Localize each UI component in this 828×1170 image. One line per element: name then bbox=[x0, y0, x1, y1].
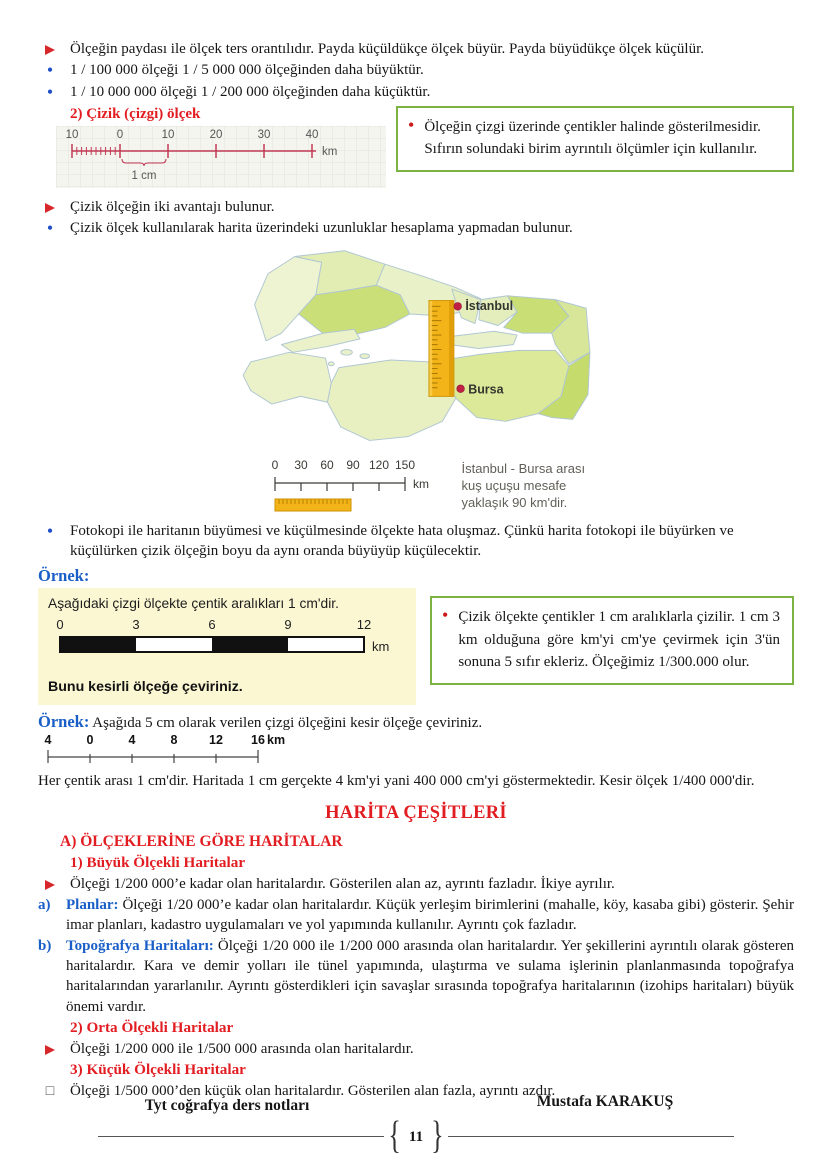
map-caption bbox=[462, 457, 620, 512]
term-definition: Ölçeği 1/20 000 ile 1/200 000 arasında olan haritalardır. Yer şekillerini ayrıntılı olarak gösteren haritalardır. Kara ve demir yolları ile tünel yapımında, ulaştırma ve sulama işlerinin planlanmasında topoğrafya haritalarından yararlanılır. Ayrıntı gösterdikleri için savaşlar sırasında topoğrafya haritalarının (izohips haritaları) büyük önemi vardır. bbox=[66, 938, 794, 1015]
caption-line: kuş uçuşu mesafe bbox=[461, 477, 567, 493]
item-label: b) bbox=[38, 938, 52, 955]
paragraph bbox=[66, 895, 794, 935]
map-figure bbox=[38, 245, 794, 515]
small-scale-graphic bbox=[38, 733, 288, 765]
caption-line: İstanbul - Bursa arası bbox=[461, 460, 586, 476]
list-item bbox=[38, 218, 794, 239]
scale-tick-label: 6 bbox=[208, 616, 216, 632]
footer-rule-left bbox=[98, 1136, 384, 1137]
page-title: HARİTA ÇEŞİTLERİ bbox=[325, 803, 507, 824]
section-heading: A) ÖLÇEKLERİNE GÖRE HARİTALAR bbox=[60, 832, 343, 850]
scale-tick-label: 20 bbox=[209, 128, 223, 141]
paragraph: 1 / 100 000 ölçeği 1 / 5 000 000 ölçeğinden daha büyüktür. bbox=[70, 62, 424, 79]
scale-tick-label: 40 bbox=[305, 128, 319, 141]
list-item bbox=[38, 82, 794, 103]
note-text: Ölçeğin çizgi üzerinde çentikler halinde gösterilmesidir. Sıfırın solundaki birim ayrıntılı ölçümler için kullanılır. bbox=[424, 118, 761, 158]
dot-bullet-icon: • bbox=[46, 520, 54, 541]
scale-tick-label: 150 bbox=[394, 457, 415, 472]
scale-unit-label: km bbox=[267, 732, 286, 747]
list-item bbox=[38, 895, 794, 935]
scale-tick-label: 0 bbox=[56, 616, 64, 632]
scale-tick-label: 12 bbox=[356, 616, 372, 632]
one-cm-label: 1 cm bbox=[131, 169, 157, 182]
list-item bbox=[38, 1039, 794, 1059]
line-scale-graphic bbox=[56, 126, 391, 190]
red-dot-bullet-icon: • bbox=[408, 114, 415, 135]
example-answer: Her çentik arası 1 cm'dir. Haritada 1 cm gerçekte 4 km'yi yani 400 000 cm'yi göstermektedir. Kesir ölçek 1/400 000'dir. bbox=[38, 772, 755, 789]
note-box bbox=[396, 106, 794, 172]
list-item bbox=[38, 60, 794, 81]
right-brace-glyph: } bbox=[431, 1113, 444, 1157]
paragraph: Ölçeği 1/500 000’den küçük olan haritalardır. Gösterilen alan fazla, ayrıntı azdır. bbox=[70, 1083, 556, 1100]
map-scale-graphic bbox=[265, 457, 440, 515]
paragraph: Çizik ölçek kullanılarak harita üzerindeki uzunluklar hesaplama yapmadan bulunur. bbox=[70, 219, 573, 236]
bar-scale-graphic bbox=[48, 614, 398, 670]
caption-line: yaklaşık 90 km'dir. bbox=[461, 494, 568, 510]
red-dot-bullet-icon: • bbox=[442, 605, 449, 626]
scale-tick-label: 60 bbox=[319, 457, 334, 472]
city-label-bursa: Bursa bbox=[467, 382, 504, 397]
footer-right-text: Mustafa KARAKUŞ bbox=[536, 1093, 674, 1111]
subsection-heading: 1) Büyük Ölçekli Haritalar bbox=[70, 853, 246, 871]
dot-bullet-icon: • bbox=[46, 217, 54, 238]
scale-tick-label: 9 bbox=[284, 616, 292, 632]
scale-tick-label: 4 bbox=[44, 732, 52, 747]
marmara-map bbox=[239, 245, 594, 451]
list-item bbox=[38, 197, 794, 217]
dot-bullet-icon: • bbox=[46, 60, 54, 81]
scale-unit-label: km bbox=[412, 476, 429, 491]
arrow-bullet-icon bbox=[38, 39, 62, 59]
note-text: Çizik ölçekte çentikler 1 cm aralıklarla çizilir. 1 cm 3 km olduğuna göre km'yi cm'ye çevirmek için 3'ün sonuna 5 sıfır ekleriz. Ölçeğimiz 1/300.000 olur. bbox=[458, 609, 780, 671]
scale-unit-label: km bbox=[322, 145, 338, 158]
scale-tick-label: 0 bbox=[271, 457, 278, 472]
list-item bbox=[38, 874, 794, 894]
scale-tick-label: 16 bbox=[251, 732, 265, 747]
scale-tick-label: 30 bbox=[293, 457, 308, 472]
item-label: a) bbox=[38, 897, 51, 914]
figure-row bbox=[38, 114, 794, 196]
scale-tick-label: 12 bbox=[209, 732, 223, 747]
term-definition: Ölçeği 1/20 000’e kadar olan haritalardır. Küçük yerleşim birimlerini (mahalle, köy, kasaba gibi) gösterir. Şehir imar planları, kadastro uygulamaları ve yol yapımında kullanılır. Ayrıntı çok fazladır. bbox=[66, 897, 794, 934]
scale-tick-label: 0 bbox=[86, 732, 94, 747]
paragraph: Ölçeği 1/200 000 ile 1/500 000 arasında olan haritalardır. bbox=[70, 1040, 414, 1057]
paragraph bbox=[66, 936, 794, 1016]
example-box-footer: Bunu kesirli ölçeğe çeviriniz. bbox=[48, 678, 243, 695]
page-number: 11 bbox=[408, 1128, 424, 1145]
term-label: Topoğrafya Haritaları: bbox=[66, 938, 214, 955]
example-text: Aşağıda 5 cm olarak verilen çizgi ölçeğini kesir ölçeğe çeviriniz. bbox=[92, 714, 483, 731]
mini-ruler-graphic bbox=[275, 499, 351, 511]
scale-tick-label: 4 bbox=[128, 732, 136, 747]
example-2 bbox=[38, 711, 794, 791]
dot-bullet-icon: • bbox=[46, 81, 54, 102]
example-box bbox=[38, 588, 416, 705]
arrow-bullet-icon bbox=[38, 1039, 62, 1059]
page-footer bbox=[38, 1093, 794, 1157]
scale-tick-label: 10 bbox=[161, 128, 175, 141]
scale-tick-label: 8 bbox=[170, 732, 178, 747]
paragraph: 1 / 10 000 000 ölçeği 1 / 200 000 ölçeğinden daha küçüktür. bbox=[70, 83, 431, 100]
scale-tick-label: 120 bbox=[368, 457, 389, 472]
example-label: Örnek: bbox=[38, 711, 90, 731]
footer-rule-right bbox=[448, 1136, 734, 1137]
map-scale-row bbox=[64, 457, 820, 515]
scale-tick-label: 90 bbox=[345, 457, 360, 472]
term-label: Planlar: bbox=[66, 897, 119, 914]
section-heading: 2) Çizik (çizgi) ölçek bbox=[70, 105, 201, 122]
paragraph: Ölçeğin paydası ile ölçek ters orantılıdır. Payda küçüldükçe ölçek büyür. Payda büyüdükçe ölçek küçülür. bbox=[70, 41, 704, 57]
footer-left-text: Tyt coğrafya ders notları bbox=[144, 1097, 310, 1115]
subsection-heading: 2) Orta Ölçekli Haritalar bbox=[70, 1018, 234, 1036]
list-item bbox=[38, 521, 794, 561]
example-row bbox=[38, 588, 794, 705]
list-item bbox=[38, 39, 794, 59]
example-box-title: Aşağıdaki çizgi ölçekte çentik aralıkları 1 cm'dir. bbox=[48, 596, 339, 612]
scale-tick-label: 30 bbox=[257, 128, 271, 141]
left-brace-glyph: { bbox=[388, 1113, 401, 1157]
line-scale-figure bbox=[56, 126, 391, 196]
arrow-bullet-icon bbox=[38, 874, 62, 894]
arrow-bullet-icon bbox=[38, 197, 62, 217]
bursa-dot bbox=[456, 385, 464, 393]
scale-tick-label: 10 bbox=[65, 128, 79, 141]
ruler-graphic bbox=[428, 300, 453, 396]
note-box bbox=[430, 596, 794, 685]
paragraph: Fotokopi ile haritanın büyümesi ve küçülmesinde ölçekte hata oluşmaz. Çünkü harita fotokopi ile büyürken ve küçülürken çizik ölçeğin boyu da aynı oranda büyüyüp küçülecektir. bbox=[70, 522, 734, 559]
istanbul-dot bbox=[453, 302, 461, 310]
scale-tick-label: 3 bbox=[132, 616, 140, 632]
subsection-heading: 3) Küçük Ölçekli Haritalar bbox=[70, 1061, 246, 1079]
scale-unit-label: km bbox=[372, 638, 390, 654]
paragraph: Çizik ölçeğin iki avantajı bulunur. bbox=[70, 198, 275, 215]
scale-tick-label: 0 bbox=[116, 128, 124, 141]
paragraph: Ölçeği 1/200 000’e kadar olan haritalardır. Gösterilen alan az, ayrıntı fazladır. İkiye ayrılır. bbox=[70, 875, 615, 892]
example-label: Örnek: bbox=[38, 566, 90, 586]
list-item bbox=[38, 936, 794, 1016]
square-bullet-icon: □ bbox=[45, 1084, 55, 1100]
city-label-istanbul: İstanbul bbox=[464, 298, 513, 313]
